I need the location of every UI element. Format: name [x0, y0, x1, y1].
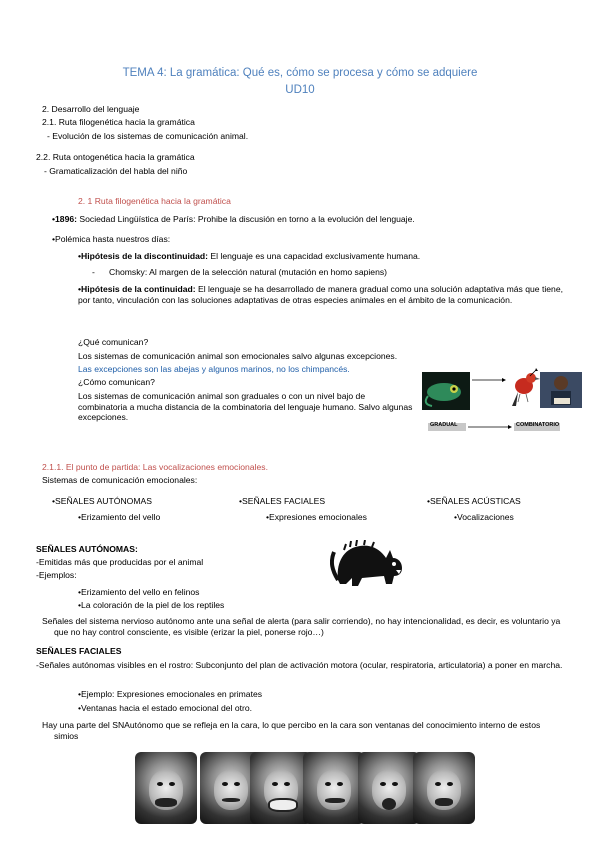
col-item-acusticas: •Vocalizaciones [454, 512, 514, 522]
question-how: ¿Cómo comunican? [78, 377, 155, 387]
answer-exceptions: Las excepciones son las abejas y algunos marinos, no los chimpancés. [78, 364, 350, 374]
col-title-acusticas: •SEÑALES ACÚSTICAS [427, 496, 521, 506]
col-item-autonomas: •Erizamiento del vello [78, 512, 161, 522]
sna-paragraph: Señales del sistema nervioso autónomo ante una señal de alerta (para salir corriendo), no hay intencionalidad, es decir, es voluntario ya que no hay control consciente, es visible (erizar la piel, ponerse rojo…) [42, 616, 561, 637]
cat-figure [330, 540, 410, 588]
col-title-faciales: •SEÑALES FACIALES [239, 496, 326, 506]
section-intro: Sistemas de comunicación emocionales: [42, 475, 198, 485]
autonomas-line: -Emitidas más que producidas por el animal [36, 557, 204, 567]
bullet-text: El lenguaje se ha desarrollado de manera gradual como una solución adaptativa más que tiene, por tanto, vinculación con las soluciones adaptativas de otras especies animales en el ámbito de la comunicación. [78, 284, 563, 305]
page-title: TEMA 4: La gramática: Qué es, cómo se procesa y cómo se adquiere [122, 67, 478, 79]
outline-item: 2. Desarrollo del lenguaje [42, 104, 140, 114]
discontinuity-line [78, 251, 420, 262]
bullet-label: •Hipótesis de la discontinuidad: [78, 251, 209, 261]
bullet-label: •1896: [52, 214, 77, 224]
chimp-expression-photo [135, 752, 197, 824]
section-heading: 2. 1 Ruta filogenética hacia la gramática [78, 196, 231, 206]
example-item: •Erizamiento del vello en felinos [78, 587, 200, 597]
closing-paragraph: Hay una parte del SNAutónomo que se refleja en la cara, lo que percibo en la cara son ventanas del conocimiento interno de estos simios [42, 720, 541, 741]
bullet-label: •Hipótesis de la continuidad: [78, 284, 196, 294]
figure-label-combinatorio: COMBINATORIO [516, 422, 560, 428]
col-title-autonomas: •SEÑALES AUTÓNOMAS [52, 496, 152, 506]
chimp-expression-photo [358, 752, 420, 824]
example-item: •La coloración de la piel de los reptiles [78, 600, 225, 610]
faciales-paragraph: -Señales autónomas visibles en el rostro: Subconjunto del plan de activación motora (ocular, respiratoria, articulatoria) a poner en marcha. [36, 660, 563, 670]
figure-label-gradual: GRADUAL [430, 422, 458, 428]
answer-what: Los sistemas de comunicación animal son emocionales salvo algunas excepciones. [78, 351, 398, 361]
question-what: ¿Qué comunican? [78, 337, 149, 347]
unit-label: UD10 [285, 84, 315, 96]
bullet-1896 [52, 214, 415, 225]
cat-silhouette-icon [330, 540, 410, 588]
outline-item: - Gramaticalización del habla del niño [44, 166, 188, 176]
faciales-item: •Ventanas hacia el estado emocional del otro. [78, 703, 253, 713]
bullet-text: El lenguaje es una capacidad exclusivamente humana. [208, 251, 421, 261]
answer-how: Los sistemas de comunicación animal son graduales o con un nivel bajo de combinatoria a mucha distancia de la combinatoria del lenguaje humano. Salvo algunas excepciones. [78, 391, 413, 423]
section-heading: 2.1.1. El punto de partida: Las vocalizaciones emocionales. [42, 462, 268, 472]
chimp-expression-photo [303, 752, 365, 824]
chomsky-dash: - [92, 267, 95, 277]
autonomas-title: SEÑALES AUTÓNOMAS: [36, 544, 138, 554]
evolution-figure [420, 368, 588, 438]
bullet-text: Sociedad Lingüística de París: Prohibe la discusión en torno a la evolución del lenguaje. [77, 214, 415, 224]
chimp-expression-photo [413, 752, 475, 824]
outline-item: - Evolución de los sistemas de comunicación animal. [47, 131, 249, 141]
outline-item: 2.2. Ruta ontogenética hacia la gramática [36, 152, 195, 162]
faciales-item: •Ejemplo: Expresiones emocionales en primates [78, 689, 263, 699]
continuity-paragraph [78, 284, 563, 305]
polemica-line: •Polémica hasta nuestros días: [52, 234, 171, 244]
chomsky-line: Chomsky: Al margen de la selección natural (mutación en homo sapiens) [109, 267, 388, 277]
faciales-title: SEÑALES FACIALES [36, 646, 122, 656]
outline-item: 2.1. Ruta filogenética hacia la gramática [42, 117, 195, 127]
autonomas-line: -Ejemplos: [36, 570, 77, 580]
col-item-faciales: •Expresiones emocionales [266, 512, 367, 522]
